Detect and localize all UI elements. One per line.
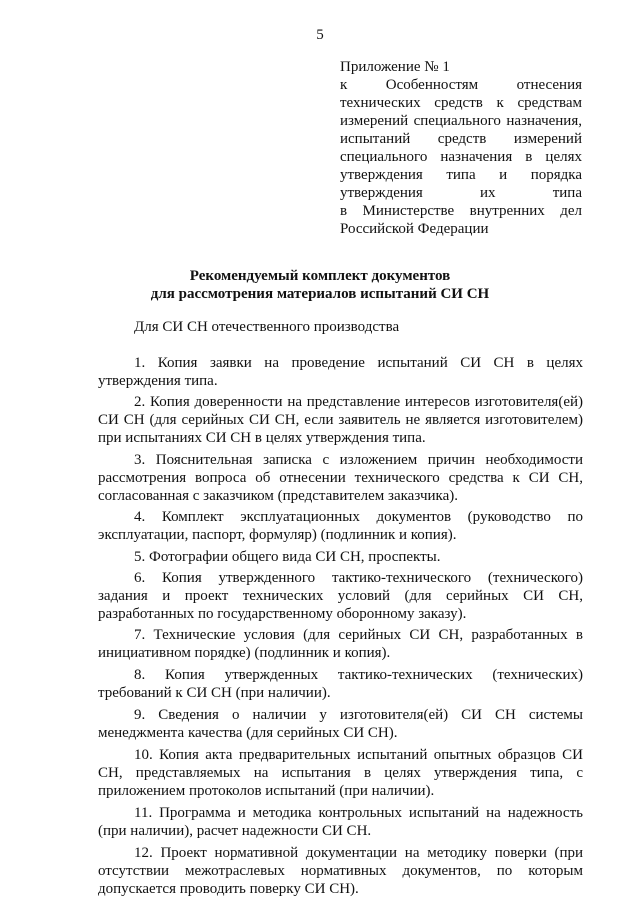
title-line-1: Рекомендуемый комплект документов xyxy=(189,268,451,284)
list-item: 2. Копия доверенности на представление интересов изготовителя(ей) СИ СН (для серийных СИ СН, если заявитель не является изготовителем) при испытаниях СИ СН в целях утверждения типа. xyxy=(98,394,583,446)
intro-text: Для СИ СН отечественного производства xyxy=(134,319,400,335)
list-item: 5. Фотографии общего вида СИ СН, проспекты. xyxy=(134,549,441,565)
list-item: 1. Копия заявки на проведение испытаний СИ СН в целях утверждения типа. xyxy=(98,355,583,389)
appendix-line: специального назначения в целях xyxy=(340,149,582,165)
appendix-line: Российской Федерации xyxy=(340,221,489,237)
list-item: 3. Пояснительная записка с изложением причин необходимости рассмотрения вопроса об отнесении технического средства к СИ СН, согласованная с заказчиком (представителем заказчика). xyxy=(98,452,583,504)
appendix-line: измерений специального назначения, xyxy=(340,113,582,129)
title-line-2: для рассмотрения материалов испытаний СИ СН xyxy=(150,286,490,302)
list-item: 6. Копия утвержденного тактико-технического (технического) задания и проект технических условий (для серийных СИ СН, разработанных по государственному оборонному заказу). xyxy=(98,570,583,622)
list-item: 11. Программа и методика контрольных испытаний на надежность (при наличии), расчет надежности СИ СН. xyxy=(98,805,583,839)
appendix-line: к Особенностям отнесения xyxy=(340,77,582,93)
page-number: 5 xyxy=(316,27,324,43)
appendix-line: утверждения типа и порядка xyxy=(340,167,582,183)
list-item: 10. Копия акта предварительных испытаний опытных образцов СИ СН, представляемых на испытания в целях утверждения типа, с приложением протоколов испытаний (при наличии). xyxy=(98,747,583,799)
list-item: 7. Технические условия (для серийных СИ СН, разработанных в инициативном порядке) (подлинник и копия). xyxy=(98,627,583,661)
list-item: 4. Комплект эксплуатационных документов (руководство по эксплуатации, паспорт, формуляр) (подлинник и копия). xyxy=(98,509,583,543)
appendix-header xyxy=(340,58,582,238)
document-list xyxy=(98,354,583,898)
appendix-line: утверждения их типа xyxy=(340,185,582,201)
document-title xyxy=(0,267,640,303)
appendix-line: испытаний средств измерений xyxy=(340,131,582,147)
appendix-line: в Министерстве внутренних дел xyxy=(340,203,582,219)
list-item: 8. Копия утвержденных тактико-технических (технических) требований к СИ СН (при наличии). xyxy=(98,667,583,701)
list-item: 9. Сведения о наличии у изготовителя(ей) СИ СН системы менеджмента качества (для серийных СИ СН). xyxy=(98,707,583,741)
list-item: 12. Проект нормативной документации на методику поверки (при отсутствии межотраслевых нормативных документов, по которым допускается проводить поверку СИ СН). xyxy=(98,845,583,897)
appendix-line: технических средств к средствам xyxy=(340,95,582,111)
appendix-line: Приложение № 1 xyxy=(340,59,450,75)
